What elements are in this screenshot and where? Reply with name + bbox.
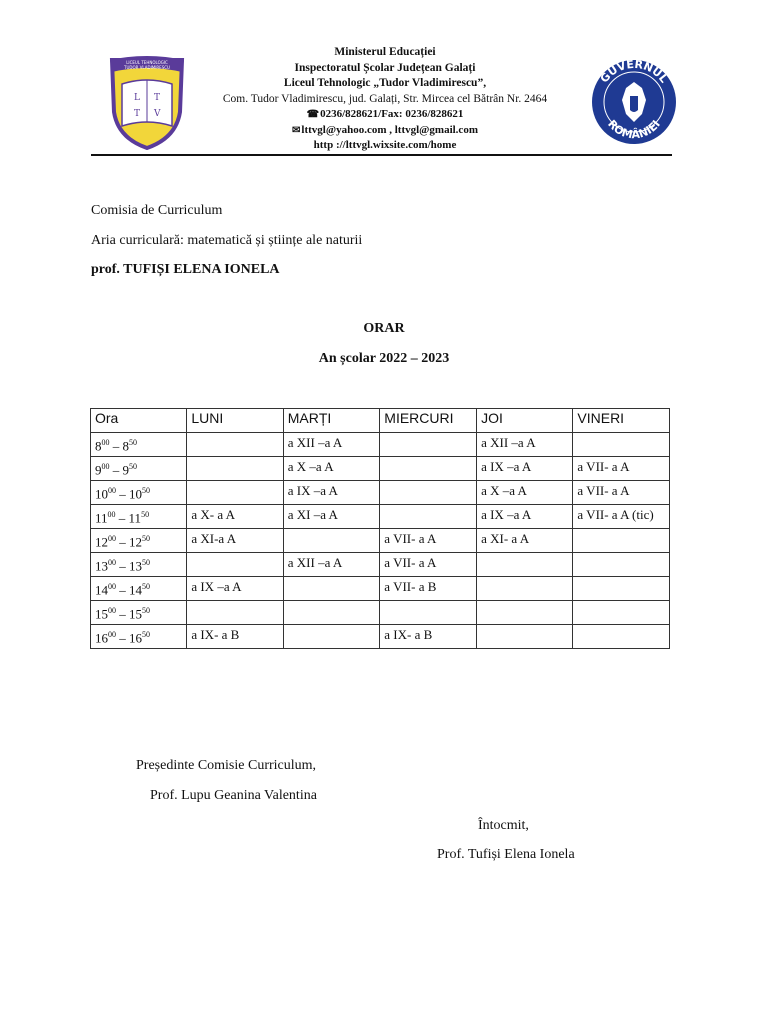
schedule-cell: a IX –a A bbox=[187, 577, 283, 601]
table-row bbox=[91, 553, 670, 577]
time-start-minutes: 00 bbox=[101, 462, 110, 471]
schedule-cell: a VII- a A bbox=[380, 553, 477, 577]
schedule-cell: a VII- a A bbox=[573, 481, 670, 505]
svg-text:T: T bbox=[134, 109, 141, 119]
schedule-cell: a IX- a B bbox=[187, 625, 283, 649]
time-separator: – bbox=[116, 630, 129, 646]
time-start-minutes: 00 bbox=[108, 486, 116, 495]
time-end-minutes: 50 bbox=[142, 630, 150, 639]
schedule-cell bbox=[187, 601, 283, 625]
time-end-minutes: 50 bbox=[142, 582, 150, 591]
teacher-name: prof. TUFIȘI ELENA IONELA bbox=[91, 262, 280, 277]
time-cell bbox=[91, 433, 187, 457]
table-row bbox=[91, 529, 670, 553]
schedule-cell bbox=[477, 577, 573, 601]
time-cell bbox=[91, 625, 187, 649]
table-row bbox=[91, 481, 670, 505]
schedule-cell bbox=[573, 625, 670, 649]
commission-name: Comisia de Curriculum bbox=[91, 203, 223, 218]
time-separator: – bbox=[116, 486, 129, 502]
table-row bbox=[91, 505, 670, 529]
table-row bbox=[91, 457, 670, 481]
time-start-hour: 9 bbox=[95, 462, 102, 478]
website-link[interactable]: http ://lttvgl.wixsite.com/home bbox=[313, 139, 457, 151]
schedule-cell bbox=[477, 625, 573, 649]
schedule-cell: a VII- a A bbox=[573, 457, 670, 481]
schedule-cell: a XI-a A bbox=[187, 529, 283, 553]
schedule-cell bbox=[573, 433, 670, 457]
schedule-cell bbox=[283, 577, 380, 601]
schedule-table bbox=[90, 408, 670, 649]
time-start-hour: 13 bbox=[95, 558, 108, 574]
header-luni: LUNI bbox=[187, 409, 283, 433]
inspectorate-name: Inspectoratul Școlar Județean Galați bbox=[294, 61, 476, 74]
schedule-cell bbox=[477, 601, 573, 625]
school-year: An școlar 2022 – 2023 bbox=[318, 351, 450, 366]
header-marti: MARȚI bbox=[283, 409, 380, 433]
header-joi: JOI bbox=[477, 409, 573, 433]
time-start-minutes: 00 bbox=[107, 510, 116, 519]
time-cell bbox=[91, 529, 187, 553]
time-cell bbox=[91, 553, 187, 577]
schedule-cell: a XII –a A bbox=[477, 433, 573, 457]
table-row bbox=[91, 625, 670, 649]
header-miercuri: MIERCURI bbox=[380, 409, 477, 433]
schedule-cell: a VII- a A bbox=[380, 529, 477, 553]
time-start-minutes: 00 bbox=[108, 534, 116, 543]
time-separator: – bbox=[109, 462, 123, 478]
time-cell bbox=[91, 601, 187, 625]
time-start-minutes: 00 bbox=[101, 438, 110, 447]
time-end-minutes: 50 bbox=[141, 510, 150, 519]
curricular-area: Aria curriculară: matematică și științe ale naturii bbox=[91, 233, 363, 248]
table-row bbox=[91, 577, 670, 601]
schedule-cell: a VII- a A (tic) bbox=[573, 505, 670, 529]
time-start-hour: 8 bbox=[95, 438, 102, 454]
government-logo bbox=[590, 58, 678, 146]
table-row bbox=[91, 433, 670, 457]
time-start-hour: 11 bbox=[95, 510, 108, 526]
schedule-cell: a XI- a A bbox=[477, 529, 573, 553]
schedule-cell: a XII –a A bbox=[283, 553, 380, 577]
time-cell bbox=[91, 505, 187, 529]
schedule-cell: a X –a A bbox=[283, 457, 380, 481]
schedule-cell bbox=[187, 433, 283, 457]
school-address: Com. Tudor Vladimirescu, jud. Galați, Str. Mircea cel Bătrân Nr. 2464 bbox=[222, 92, 548, 105]
schedule-cell: a XII –a A bbox=[283, 433, 380, 457]
schedule-cell bbox=[283, 529, 380, 553]
schedule-cell bbox=[380, 457, 477, 481]
time-end-minutes: 50 bbox=[129, 462, 137, 471]
header-ora: Ora bbox=[91, 409, 187, 433]
time-start-minutes: 00 bbox=[108, 630, 116, 639]
svg-text:L: L bbox=[134, 93, 140, 103]
svg-text:LICEUL TEHNOLOGIC: LICEUL TEHNOLOGIC bbox=[126, 60, 168, 65]
president-role: Președinte Comisie Curriculum, bbox=[136, 758, 317, 773]
time-separator: – bbox=[116, 582, 129, 598]
time-end-hour: 9 bbox=[122, 462, 129, 478]
document-title: ORAR bbox=[363, 321, 405, 336]
header-block bbox=[190, 45, 580, 154]
schedule-cell bbox=[380, 433, 477, 457]
schedule-cell: a VII- a B bbox=[380, 577, 477, 601]
time-end-minutes: 50 bbox=[142, 534, 150, 543]
gov-logo-top-text: GUVERNUL bbox=[597, 58, 671, 86]
time-end-minutes: 50 bbox=[142, 558, 150, 567]
svg-text:TUDOR VLADIMIRESCU: TUDOR VLADIMIRESCU bbox=[124, 65, 170, 70]
time-separator: – bbox=[115, 510, 129, 526]
time-end-hour: 15 bbox=[129, 606, 142, 622]
schedule-cell: a IX- a B bbox=[380, 625, 477, 649]
svg-text:T: T bbox=[154, 93, 161, 103]
ministry-name: Ministerul Educației bbox=[334, 46, 436, 58]
schedule-cell: a XI –a A bbox=[283, 505, 380, 529]
time-start-minutes: 00 bbox=[108, 558, 116, 567]
time-end-hour: 14 bbox=[129, 582, 142, 598]
schedule-cell bbox=[187, 457, 283, 481]
time-end-hour: 10 bbox=[129, 486, 142, 502]
time-end-hour: 16 bbox=[129, 630, 142, 646]
time-separator: – bbox=[116, 606, 129, 622]
president-name: Prof. Lupu Geanina Valentina bbox=[150, 788, 317, 803]
time-start-hour: 14 bbox=[95, 582, 108, 598]
schedule-cell bbox=[573, 529, 670, 553]
gov-logo-bottom-text: ROMÂNIEI bbox=[605, 117, 663, 142]
time-start-hour: 12 bbox=[95, 534, 108, 550]
schedule-cell bbox=[283, 625, 380, 649]
time-end-hour: 13 bbox=[129, 558, 142, 574]
schedule-cell bbox=[380, 505, 477, 529]
time-end-minutes: 50 bbox=[142, 606, 150, 615]
schedule-cell bbox=[283, 601, 380, 625]
schedule-cell bbox=[573, 601, 670, 625]
schedule-cell bbox=[187, 481, 283, 505]
time-separator: – bbox=[116, 534, 129, 550]
school-name: Liceul Tehnologic „Tudor Vladimirescu”, bbox=[283, 77, 487, 89]
svg-text:V: V bbox=[154, 109, 161, 119]
schedule-cell bbox=[477, 553, 573, 577]
time-separator: – bbox=[116, 558, 129, 574]
time-start-minutes: 00 bbox=[108, 582, 116, 591]
schedule-cell: a X –a A bbox=[477, 481, 573, 505]
schedule-cell: a X- a A bbox=[187, 505, 283, 529]
time-cell bbox=[91, 481, 187, 505]
time-end-minutes: 50 bbox=[142, 486, 150, 495]
table-row bbox=[91, 601, 670, 625]
mail-icon: ✉ bbox=[292, 124, 301, 136]
schedule-cell: a IX –a A bbox=[283, 481, 380, 505]
header-vineri: VINERI bbox=[573, 409, 670, 433]
schedule-cell bbox=[573, 553, 670, 577]
time-end-minutes: 50 bbox=[129, 438, 137, 447]
table-header-row bbox=[91, 409, 670, 433]
schedule-cell: a IX –a A bbox=[477, 505, 573, 529]
time-end-hour: 8 bbox=[122, 438, 129, 454]
time-start-hour: 15 bbox=[95, 606, 108, 622]
prepared-role: Întocmit, bbox=[478, 818, 529, 833]
phone-icon: ☎ bbox=[306, 109, 320, 120]
time-end-hour: 11 bbox=[128, 510, 142, 526]
time-start-minutes: 00 bbox=[108, 606, 116, 615]
time-end-hour: 12 bbox=[129, 534, 142, 550]
header-divider bbox=[91, 154, 672, 156]
schedule-cell bbox=[380, 601, 477, 625]
time-start-hour: 16 bbox=[95, 630, 108, 646]
time-separator: – bbox=[109, 438, 123, 454]
schedule-cell bbox=[380, 481, 477, 505]
time-start-hour: 10 bbox=[95, 486, 108, 502]
time-cell bbox=[91, 457, 187, 481]
prepared-name: Prof. Tufiși Elena Ionela bbox=[437, 847, 575, 862]
schedule-cell: a IX –a A bbox=[477, 457, 573, 481]
school-logo bbox=[106, 54, 188, 150]
email-address[interactable]: lttvgl@yahoo.com , lttvgl@gmail.com bbox=[301, 123, 478, 136]
time-cell bbox=[91, 577, 187, 601]
schedule-cell bbox=[573, 577, 670, 601]
phone-number: 0236/828621/Fax: 0236/828621 bbox=[320, 108, 464, 120]
schedule-cell bbox=[187, 553, 283, 577]
